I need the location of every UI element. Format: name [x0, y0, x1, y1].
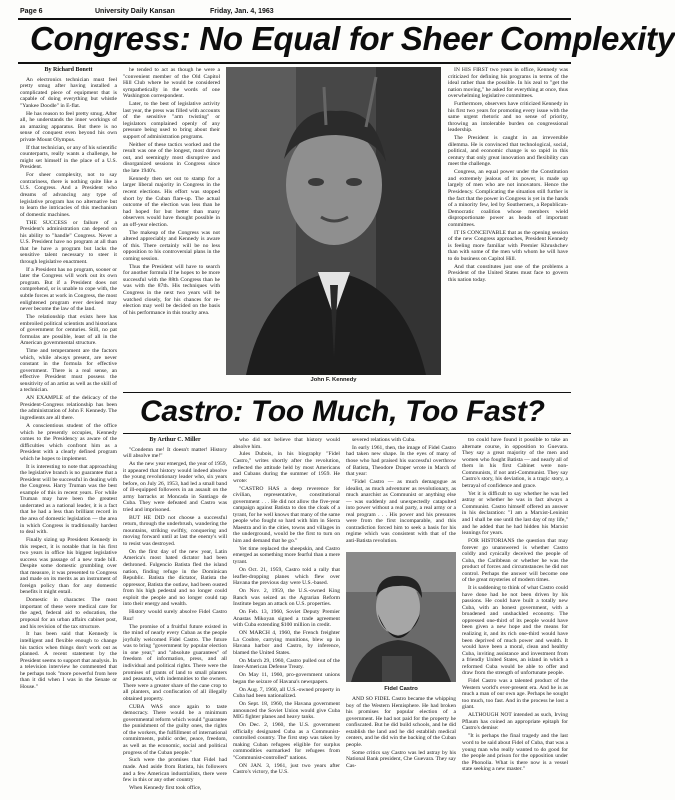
article-paragraph: If that technician, or any of his scientific counterparts, really wants a challenge, he might set himself in the place of a U.S. President.: [20, 144, 117, 171]
article-paragraph: The makeup of the Congress was not altered appreciably and Kennedy is aware of this. There certainly will be no less opposition to his controversial plans in the coming session.: [123, 229, 220, 262]
article-paragraph: For sheer complexity, not to say contrariness, there is nothing quite like a U.S. Congress. And a President who dreams of advancing any type of legislative program has no alternative but to learn the intricacies of this mechanism of domestic machines.: [20, 172, 117, 218]
article-paragraph: Later, to the best of legislative activity last year, the press was filled with accounts of the sensitive "arm twisting" or legislators complained openly of any pressure being used to bring about their support of administration programs.: [123, 101, 220, 140]
article-paragraph: ON MARCH 4, 1960, the French freighter La Coubre, carrying munitions, blew up in Havana harbor and Castro, by inference, blamed the United States.: [233, 630, 340, 656]
article-paragraph: It is saddening to think of what Castro could have done had he not been driven by his passions. He could have built a totally new Cuba, with an honest government, with a broadened and unshackled economy. The oppressed one-third of its people would have been given a new hope and the means for realizing it, and its rich one-third would have been deprived of much power and wealth. It would have been a moral, clean and healthy Cuba, inviting assistance and investment from a friendly United States, an island in which a reformed Cuba would be able to offer and draw from the strength of unfortunate people.: [462, 585, 568, 677]
article-paragraph: "Condemn me! It doesn't matter! History will absolve me!": [123, 446, 227, 460]
article-paragraph: On Dec. 2, 1960, the U.S. government officially designated Cuba as a Communist-controlled country. The first step was taken by making Cuban refugees eligible for surplus commodities earmarked for refugees from "Communist-controlled" nations.: [233, 722, 340, 761]
article-paragraph: Furthermore, observers have criticized Kennedy in his first two years for promoting every issue with the same urgent rhetoric and no sense of priority, throwing an intolerable burden on congressional leadership.: [448, 101, 568, 134]
article-paragraph: On March 29, 1960, Castro pulled out of the Inter-American Defense Treaty.: [233, 657, 340, 671]
article-paragraph: Neither of these tactics worked and the result was one of the longest, most drawn out, and seemingly most disruptive and disorganized sessions in Congress since the late 1940's.: [123, 141, 220, 174]
article-paragraph: Jules Dubois, in his biography "Fidel Castro," writes shortly after the revolution, reflected the attitude held by most Americans and Cubans during the summer of 1959. He wrote:: [233, 451, 340, 484]
article-paragraph: "Fidel Castro — as much demagogue as idealist, as much adventurer as revolutionary, as much anarchist as Communist or anything else — was suddenly and unexpectedly catapulted into power without a real party, a real army or a real program . . . His power and his pressures were from the first incomparable, and this contradiction forced him to seek a basis for his regime which was consistent with that of the anti-Batista revolution.: [346, 479, 456, 544]
article-paragraph: History would surely absolve Fidel Castro Ruz!: [123, 609, 227, 622]
article-paragraph: CUBA WAS once again to taste democracy. There would be a minimum governmental reform which would "guarantee the punishment of the guilty ones, the rights of the workers, the fulfillment of international commitments, public order, peace, freedom, as well as the economic, social and political progress of the Cuban people.": [123, 703, 227, 756]
newspaper-name: University Daily Kansan: [95, 8, 175, 15]
article-paragraph: On Aug. 7, 1960, all U.S.-owned property in Cuba had been nationalized.: [233, 686, 340, 700]
kennedy-portrait-image: [226, 67, 441, 375]
article-paragraph: Such were the promises that Fidel had made. And aside from Batista, his followers and a few American industrialists, there were few in this or any other country: [123, 757, 227, 784]
castro-column-4: [462, 437, 568, 787]
article-paragraph: In early 1961, then, the image of Fidel Castro had taken new shape. In the eyes of many of those who had praised his successful overthrow of Batista, Theodore Draper wrote in March of that year:: [346, 444, 456, 478]
kennedy-column-3: [448, 67, 568, 387]
castro-top-rule: [123, 392, 571, 393]
kennedy-byline: By Richard Bonett: [44, 67, 93, 73]
article-paragraph: ON JAN. 3, 1961, just two years after Castro's victory, the U.S.: [233, 762, 340, 776]
article-paragraph: The promise of a fruitful future existed in the mind of nearly every Cuban as the people joyfully welcomed Fidel Castro. The future was to bring "government by popular election in one year," and "absolute guarantees" of freedom of information, press, and all individual and political rights. There were the promises of grants of land to small planters and peasants, with indemnities to the owners. There were a greater share of the cane crop to all planters, and confiscation of all illegally obtained property.: [123, 623, 227, 702]
castro-column-3-bottom: [346, 696, 456, 788]
article-paragraph: Yet it is difficult to say whether he was led astray or whether he was in fact always a Communist. Castro himself offered an answer in his declaration: "I am a Marxist-Leninist and I shall be one until the last day of my life," and he added that he had hidden his Marxist leanings for years.: [462, 490, 568, 537]
article-paragraph: Kennedy then set out to stamp for a larger liberal majority in Congress in the recent elections. His effort was stopped short by the Cuban flare-up. The actual outcome of the election was less than he had hoped for but better than many observers would have thought possible in an off-year election.: [123, 175, 220, 228]
castro-column-2: [233, 437, 340, 787]
headline-rule: [18, 62, 571, 64]
article-paragraph: THE SUCCESS or failure of a President's administration can depend on his ability to "handle" Congress. Never a U.S. President have no program at all than that he have a program but lacks the sensitive talent necessary to steer it through legislative enactment.: [20, 219, 117, 265]
article-paragraph: The relationship that exists here has embroiled political scientists and historians of government for centuries. Still, no pat formulas are possible, least of all in the American governmental structure.: [20, 314, 117, 347]
article-paragraph: If a President has no program, sooner or later the Congress will work out its own program. But if a President does not comprehend, or is unable to cope with, the subtle forces at work in Congress, the most enlightened program ever devised may never become the law of the land.: [20, 266, 117, 313]
article-paragraph: An electronics technician must feel pretty smug after having installed a complicated piece of equipment that is capable of doing everything but whistle "Yankee Doodle" in E-flat.: [20, 76, 117, 109]
article-paragraph: FOR HISTORIANS the question that may forever go unanswered is whether Castro coldly and cynically deceived the people of Cuba, the Caribbean or whether he was the product of forces and circumstances he did not control. Perhaps the answer will become one of the great mysteries of modern times.: [462, 537, 568, 584]
kennedy-photo-caption: John F. Kennedy: [310, 377, 357, 383]
article-paragraph: On the first day of the new year, Latin America's most hated dictator had been dethroned. Fulgencio Batista fled the island nation, finding refuge in the Dominican Republic. Batista the dictator, Batista the oppressor, Batista the outlaw, had been ousted from his high pedestal and no longer could exploit the people and no longer could tap into their energy and wealth.: [123, 548, 227, 608]
article-paragraph: AND SO FIDEL Castro became the whipping boy of the Western Hemisphere. He had broken his promises for popular election of a government. He had not paid for the property he confiscated. But he did build schools, and he did establish the land and he did establish medical centers, and he did win the backing of the Cuban people.: [346, 696, 456, 748]
castro-column-1: [123, 437, 227, 792]
article-paragraph: On Oct. 21, 1959, Castro told a rally that leaflet-dropping planes which flew over Havana the previous day were U.S.-based.: [233, 566, 340, 587]
castro-headline-rule: [123, 433, 571, 434]
article-paragraph: Domestic in character. The most important of these were medical care for the aged, federal aid to education, the proposal for an urban affairs cabinet post, and his revision of the tax structure.: [20, 597, 117, 630]
article-paragraph: It is interesting to note that approaching the legislative branch is no guarantee that a President will be successful in dealing with the Congress. Harry Truman was the best example of this in recent years. For while Truman may have been the greatest underrated as a national leader, it is a fact that he had a less than brilliant record in the area of domestic legislation — the area in which Congress is traditionally hardest to deal with.: [20, 463, 117, 536]
page-number: Page 6: [20, 8, 43, 15]
article-paragraph: "CASTRO HAS a deep reverence for civilian, representative, constitutional government . . . He did not allow the five-year campaign against Batista to don the cloak of a tyrant, for he well knows that many of the same people who fought so hard with him in Sierra Maestra and in the cities, towns and villages in the underground, would be the first to turn on him and demand that he go.": [233, 485, 340, 544]
kennedy-column-2: [123, 67, 220, 387]
article-paragraph: A conscientious student of the office which he presently occupies, Kennedy comes to the Presidency as aware of the difficulties which confront him as a President with a clearly defined program which he hopes to implement.: [20, 422, 117, 462]
castro-photo-caption: Fidel Castro: [384, 686, 418, 692]
article-paragraph: On Feb. 13, 1960, Soviet Deputy Premier Anastas Mikoyan signed a trade agreement with Cuba extending $100 million in credit.: [233, 609, 340, 629]
article-paragraph: Finally sizing up President Kennedy in this respect, it is notable that in his first two years in office his biggest legislative success was passage of a new trade bill. Despite some domestic grumbling over that measure, it was presented to Congress and made on its merits as an instrument of foreign policy than for any domestic benefits it might entail.: [20, 537, 117, 596]
article-paragraph: severed relations with Cuba.: [352, 437, 416, 443]
article-paragraph: When Kennedy first took office,: [129, 785, 202, 792]
article-paragraph: Thus the President will have to search for another formula if he hopes to be more successful with the 88th Congress than he was with the 87th. His techniques with Congress in the next two years will be watched closely, for his chances for re-election may well be decided on the basis of his performance in this touchy area.: [123, 263, 220, 316]
kennedy-headline: Congress: No Equal for Sheer Complexity: [30, 20, 675, 57]
article-paragraph: The President is caught in an irreversible dilemma. He is convinced that technological, social, political, and economic change is so rapid in this century that only great innovation and flexibility can meet the challenge.: [448, 135, 568, 168]
castro-column-3-top: [346, 437, 456, 547]
kennedy-column-1: [20, 67, 117, 771]
article-paragraph: Yet time replaced the sheepskin, and Castro emerged as something more fearful than a mere tyrant.: [233, 545, 340, 566]
article-paragraph: who did not believe that history would absolve him.: [233, 437, 340, 450]
article-paragraph: tro could have found it possible to take an alternate course, in opposition to Guevara. They say a great majority of the men and women who fought Batista — and nearly all of them in his first Cabinet were non-Communists, if not anti-Communist. They say Castro's story, his deviation, is a tragic story, a betrayal of confidence and grace.: [462, 437, 568, 489]
issue-date: Friday, Jan. 4, 1963: [210, 8, 274, 15]
castro-portrait-image: [346, 552, 456, 682]
article-paragraph: ALTHOUGH NOT intended as such, Irving Pflaum has coined an appropriate epitaph for Castro's demise:: [462, 712, 568, 732]
article-paragraph: It has been said that Kennedy is intelligent and flexible enough to change his tactics when things don't work out as planned. A recent statement by the President seems to support that analysis. In a television interview he commented that he perhaps took "more powerful from here than it did when I was in the Senate or House.": [20, 631, 117, 690]
article-paragraph: Congress, an equal power under the Constitution and extremely jealous of its power, is made up largely of men who are not innovators. Hence the Presidency. Complicating the situation still further is the fact that the power in Congress is yet in the hands of a minority few, led by Southerners, a Republican-Democratic coalition whose members wield disproportionate power as heads of important committees.: [448, 169, 568, 228]
article-paragraph: IT IS CONCEIVABLE that as the opening session of the new Congress approaches, President Kennedy is feeling more familiar with Premier Khrushchev than with some of the men with whom he will have to do business on Capitol Hill.: [448, 229, 568, 262]
castro-headline: Castro: Too Much, Too Fast?: [140, 395, 545, 428]
article-paragraph: He has reason to feel pretty smug. After all, he understands the inner workings of an amazing apparatus. But there is no sense of conquest even beyond his own private Mount Olympus.: [20, 110, 117, 143]
castro-photo: [346, 552, 456, 682]
article-paragraph: AN EXAMPLE of the delicacy of the President-Congress relationship has been the administration of John F. Kennedy. The ingredients are all there.: [20, 395, 117, 422]
article-paragraph: On May 11, 1960, pro-government unions began the seizure of Havana's newspapers.: [233, 672, 340, 685]
kennedy-photo: [226, 67, 441, 375]
article-paragraph: he tended to act as though he were a "convenient member of the Old Capitol Hill Club where he would be considered sympathetically in the words of one Washington correspondent.: [123, 67, 220, 100]
article-paragraph: On Sept. 18, 1960, the Havana government announced the Soviet Union would give Cuba MIG fighter planes and heavy tanks.: [233, 701, 340, 721]
article-paragraph: Some critics say Castro was led astray by his National Bank president, Che Guevara. They say Cas-: [346, 749, 456, 769]
article-paragraph: Fidel Castro was a talented product of the Western world's ever-present era. And he is as much a man of our own age. Perhaps he sought too much, too fast. And in the process he lost a giant.: [462, 678, 568, 711]
article-paragraph: IN HIS FIRST two years in office, Kennedy was criticized for defining his programs in terms of the ideal rather than the possible. In his zeal to "get the nation moving," he asked for everything at once, thus overwhelming legislative committees.: [448, 67, 568, 100]
article-paragraph: As the new year emerged, the year of 1959, it appeared that history would indeed absolve the young revolutionary leader who, six years before, on July 26, 1953, had led a small band of ill-equipped followers in an assault on the army barracks at Moncada in Santiago de Cuba. They were defeated and Castro was tried and imprisoned.: [123, 461, 227, 513]
castro-byline: By Arthur C. Miller: [149, 437, 201, 443]
article-paragraph: Time and temperament are the factors which, while always present, are never constant in the formula for effective government. There is a real sense, an effective President must possess the sensitivity of an artist as well as the skill of a technician.: [20, 348, 117, 394]
article-paragraph: And that constitutes just one of the problems a President of the United States must face to govern this nation today.: [448, 263, 568, 283]
article-paragraph: On Nov. 2, 1959, the U.S.-owned King Ranch was seized as the Agrarian Reform Institute began an attack on U.S. properties.: [233, 587, 340, 608]
article-paragraph: BUT HE DID not choose a successful return, through the underbrush, wandering the mountains, striking swiftly, conquering and moving forward until at last the enemy's will to resist was destroyed.: [123, 514, 227, 547]
article-paragraph: "It is perhaps the final tragedy and the last word to be said about Fidel of Cuba, that was a young man who really wanted to do good for the people and prison for the opposition under the Phonolia. What is there now is a vessel state seeking a new master.": [462, 733, 568, 773]
